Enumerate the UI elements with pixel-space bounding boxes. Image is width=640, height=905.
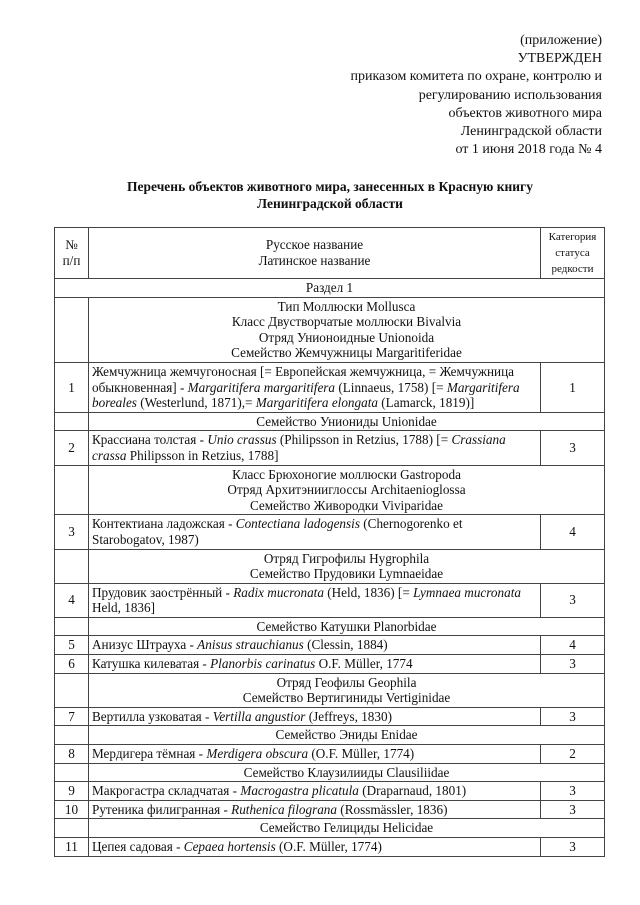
header-name-line: Латинское название <box>258 253 371 268</box>
species-number: 3 <box>55 515 89 549</box>
taxon-number-cell <box>55 763 89 782</box>
name-text: (Held, 1836) [= <box>323 584 414 600</box>
header-number-line: № <box>65 237 78 252</box>
document-title <box>40 178 620 212</box>
header-name-line: Русское название <box>265 237 364 252</box>
taxon-row <box>55 412 605 431</box>
taxon-cell <box>89 412 605 431</box>
rarity-category: 3 <box>541 583 605 617</box>
species-row <box>55 431 605 465</box>
taxon-number-cell <box>55 412 89 431</box>
taxon-line: Тип Моллюски Mollusca <box>277 298 416 314</box>
taxon-cell <box>89 726 605 745</box>
species-name <box>89 782 541 801</box>
name-text: Контектиана ладожская - <box>92 516 236 532</box>
taxon-line: Семейство Катушки Planorbidae <box>256 618 437 634</box>
name-text: Вертилла узковатая - <box>92 708 213 724</box>
header-name <box>89 228 541 279</box>
taxon-cell <box>89 549 605 583</box>
taxon-cell <box>89 819 605 838</box>
taxon-line: Семейство Прудовики Lymnaeidae <box>249 566 444 582</box>
taxon-row <box>55 726 605 745</box>
taxon-number-cell <box>55 617 89 636</box>
species-row <box>55 655 605 674</box>
approval-line: от 1 июня 2018 года № 4 <box>455 142 602 158</box>
species-number: 11 <box>55 838 89 857</box>
species-number: 6 <box>55 655 89 674</box>
species-name <box>89 655 541 674</box>
taxon-line: Семейство Живородки Viviparidae <box>249 497 444 513</box>
name-text: Мердигера тёмная - <box>92 746 207 762</box>
name-text: Крассиана толстая - <box>92 432 208 448</box>
species-row <box>55 838 605 857</box>
latin-name: Radix mucronata <box>233 584 324 600</box>
latin-name: Macrogastra plicatula <box>240 783 359 799</box>
latin-name: Margaritifera margaritifera <box>187 379 336 395</box>
name-text: Анизус Штрауха - <box>92 637 198 653</box>
species-number: 5 <box>55 636 89 655</box>
header-number <box>55 228 89 279</box>
name-text: Жемчужница жемчугоносная [= Европейская жемчужница, = Жемчужница обыкновенная] - <box>92 363 514 395</box>
species-row <box>55 707 605 726</box>
section-title: Раздел 1 <box>55 279 605 298</box>
name-text: (O.F. Müller, 1774) <box>308 746 415 762</box>
latin-name: Anisus strauchianus <box>197 637 304 653</box>
taxon-line: Отряд Гигрофилы Hygrophila <box>263 550 430 566</box>
taxon-number-cell <box>55 726 89 745</box>
name-text: (Westerlund, 1871),= <box>136 395 256 411</box>
header-category-line: редкости <box>551 263 594 275</box>
table-header-row <box>55 228 605 279</box>
name-text: Макрогастра складчатая - <box>92 783 241 799</box>
name-text: (Draparnaud, 1801) <box>358 783 467 799</box>
section-row <box>55 279 605 298</box>
header-category <box>541 228 605 279</box>
name-text: (Clessin, 1884) <box>303 637 388 653</box>
approval-block <box>272 32 602 159</box>
species-number: 9 <box>55 782 89 801</box>
table-body <box>55 279 605 857</box>
species-number: 4 <box>55 583 89 617</box>
taxon-number-cell <box>55 297 89 362</box>
document-title-line: Ленинградской области <box>257 196 403 211</box>
taxon-row <box>55 819 605 838</box>
species-name <box>89 431 541 465</box>
taxon-row <box>55 549 605 583</box>
taxon-line: Семейство Вертигиниды Vertiginidae <box>242 690 451 706</box>
name-text: (Philipsson in Retzius, 1788) [= <box>276 432 452 448</box>
taxon-line: Семейство Жемчужницы Margaritiferidae <box>231 345 462 361</box>
approval-line: регулированию использования <box>418 87 602 103</box>
species-number: 10 <box>55 800 89 819</box>
species-row <box>55 745 605 764</box>
name-text: (O.F. Müller, 1774) <box>275 839 382 854</box>
latin-name: Margaritifera elongata <box>255 395 378 411</box>
taxon-cell <box>89 465 605 515</box>
taxon-row <box>55 763 605 782</box>
species-row <box>55 583 605 617</box>
latin-name: Cepaea hortensis <box>183 839 276 854</box>
taxon-row <box>55 617 605 636</box>
rarity-category: 4 <box>541 515 605 549</box>
name-text: (Jeffreys, 1830) <box>305 708 392 724</box>
taxon-row <box>55 465 605 515</box>
taxon-cell <box>89 617 605 636</box>
taxon-line: Семейство Гелициды Helicidae <box>259 820 434 836</box>
rarity-category: 3 <box>541 655 605 674</box>
species-name <box>89 583 541 617</box>
species-row <box>55 515 605 549</box>
latin-name: Crassiana crassa <box>92 432 506 463</box>
name-text: (Chernogorenko et Starobogatov, 1987) <box>92 516 463 547</box>
latin-name: Unio crassus <box>207 432 277 448</box>
taxon-line: Семейство Эниды Enidae <box>275 727 418 743</box>
species-name <box>89 800 541 819</box>
rarity-category: 3 <box>541 782 605 801</box>
name-text: (Rossmässler, 1836) <box>337 801 448 817</box>
species-number: 7 <box>55 707 89 726</box>
rarity-category: 2 <box>541 745 605 764</box>
taxon-line: Отряд Унионоидные Unionoida <box>258 329 435 345</box>
taxon-cell <box>89 297 605 362</box>
rarity-category: 3 <box>541 838 605 857</box>
name-text: (Lamarck, 1819)] <box>377 395 475 411</box>
latin-name: Margaritifera boreales <box>92 379 520 411</box>
name-text: Прудовик заострённый - <box>92 584 234 600</box>
header-category-line: статуса <box>555 247 590 259</box>
taxon-row <box>55 673 605 707</box>
rarity-category: 3 <box>541 431 605 465</box>
species-number: 2 <box>55 431 89 465</box>
name-text: Цепея садовая - <box>92 839 184 854</box>
taxon-number-cell <box>55 819 89 838</box>
species-name <box>89 745 541 764</box>
latin-name: Vertilla angustior <box>212 708 306 724</box>
taxon-line: Класс Брюхоногие моллюски Gastropoda <box>232 466 461 482</box>
latin-name: Planorbis carinatus <box>210 656 316 672</box>
approval-line: УТВЕРЖДЕН <box>517 51 602 67</box>
taxon-row <box>55 297 605 362</box>
taxon-number-cell <box>55 465 89 515</box>
species-row <box>55 782 605 801</box>
latin-name: Contectiana ladogensis <box>235 516 360 532</box>
name-text: (Linnaeus, 1758) [= <box>335 379 447 395</box>
name-text: Катушка килеватая - <box>92 656 211 672</box>
latin-name: Lymnaea mucronata <box>413 584 521 600</box>
species-name <box>89 838 541 857</box>
header-category-line: Категория <box>548 231 597 243</box>
approval-line: Ленинградской области <box>460 124 602 140</box>
taxon-number-cell <box>55 673 89 707</box>
approval-line: (приложение) <box>520 33 602 48</box>
species-name <box>89 362 541 412</box>
name-text: O.F. Müller, 1774 <box>315 656 413 672</box>
name-text: Рутеника филигранная - <box>92 801 232 817</box>
taxon-cell <box>89 763 605 782</box>
species-name <box>89 636 541 655</box>
species-row <box>55 636 605 655</box>
taxon-number-cell <box>55 549 89 583</box>
species-name <box>89 515 541 549</box>
species-row <box>55 800 605 819</box>
latin-name: Ruthenica filograna <box>231 801 337 817</box>
name-text: Philipsson in Retzius, 1788] <box>126 447 279 463</box>
species-row <box>55 362 605 412</box>
species-name <box>89 707 541 726</box>
rarity-category: 1 <box>541 362 605 412</box>
rarity-category: 3 <box>541 707 605 726</box>
latin-name: Merdigera obscura <box>206 746 309 762</box>
taxon-line: Отряд Архитэнииглоссы Architaenioglossa <box>227 482 466 498</box>
species-table <box>54 227 605 857</box>
taxon-line: Отряд Геофилы Geophila <box>276 674 417 690</box>
species-number: 1 <box>55 362 89 412</box>
taxon-line: Семейство Клаузилииды Clausiliidae <box>243 764 450 780</box>
taxon-line: Класс Двустворчатые моллюски Bivalvia <box>231 314 462 330</box>
approval-line: приказом комитета по охране, контролю и <box>350 69 602 85</box>
rarity-category: 4 <box>541 636 605 655</box>
taxon-cell <box>89 673 605 707</box>
approval-line: объектов животного мира <box>448 105 602 121</box>
taxon-line: Семейство Униониды Unionidae <box>256 413 437 429</box>
rarity-category: 3 <box>541 800 605 819</box>
species-number: 8 <box>55 745 89 764</box>
header-number-line: п/п <box>62 253 81 268</box>
name-text: Held, 1836] <box>92 600 155 616</box>
document-title-line: Перечень объектов животного мира, занесенных в Красную книгу <box>127 179 533 194</box>
